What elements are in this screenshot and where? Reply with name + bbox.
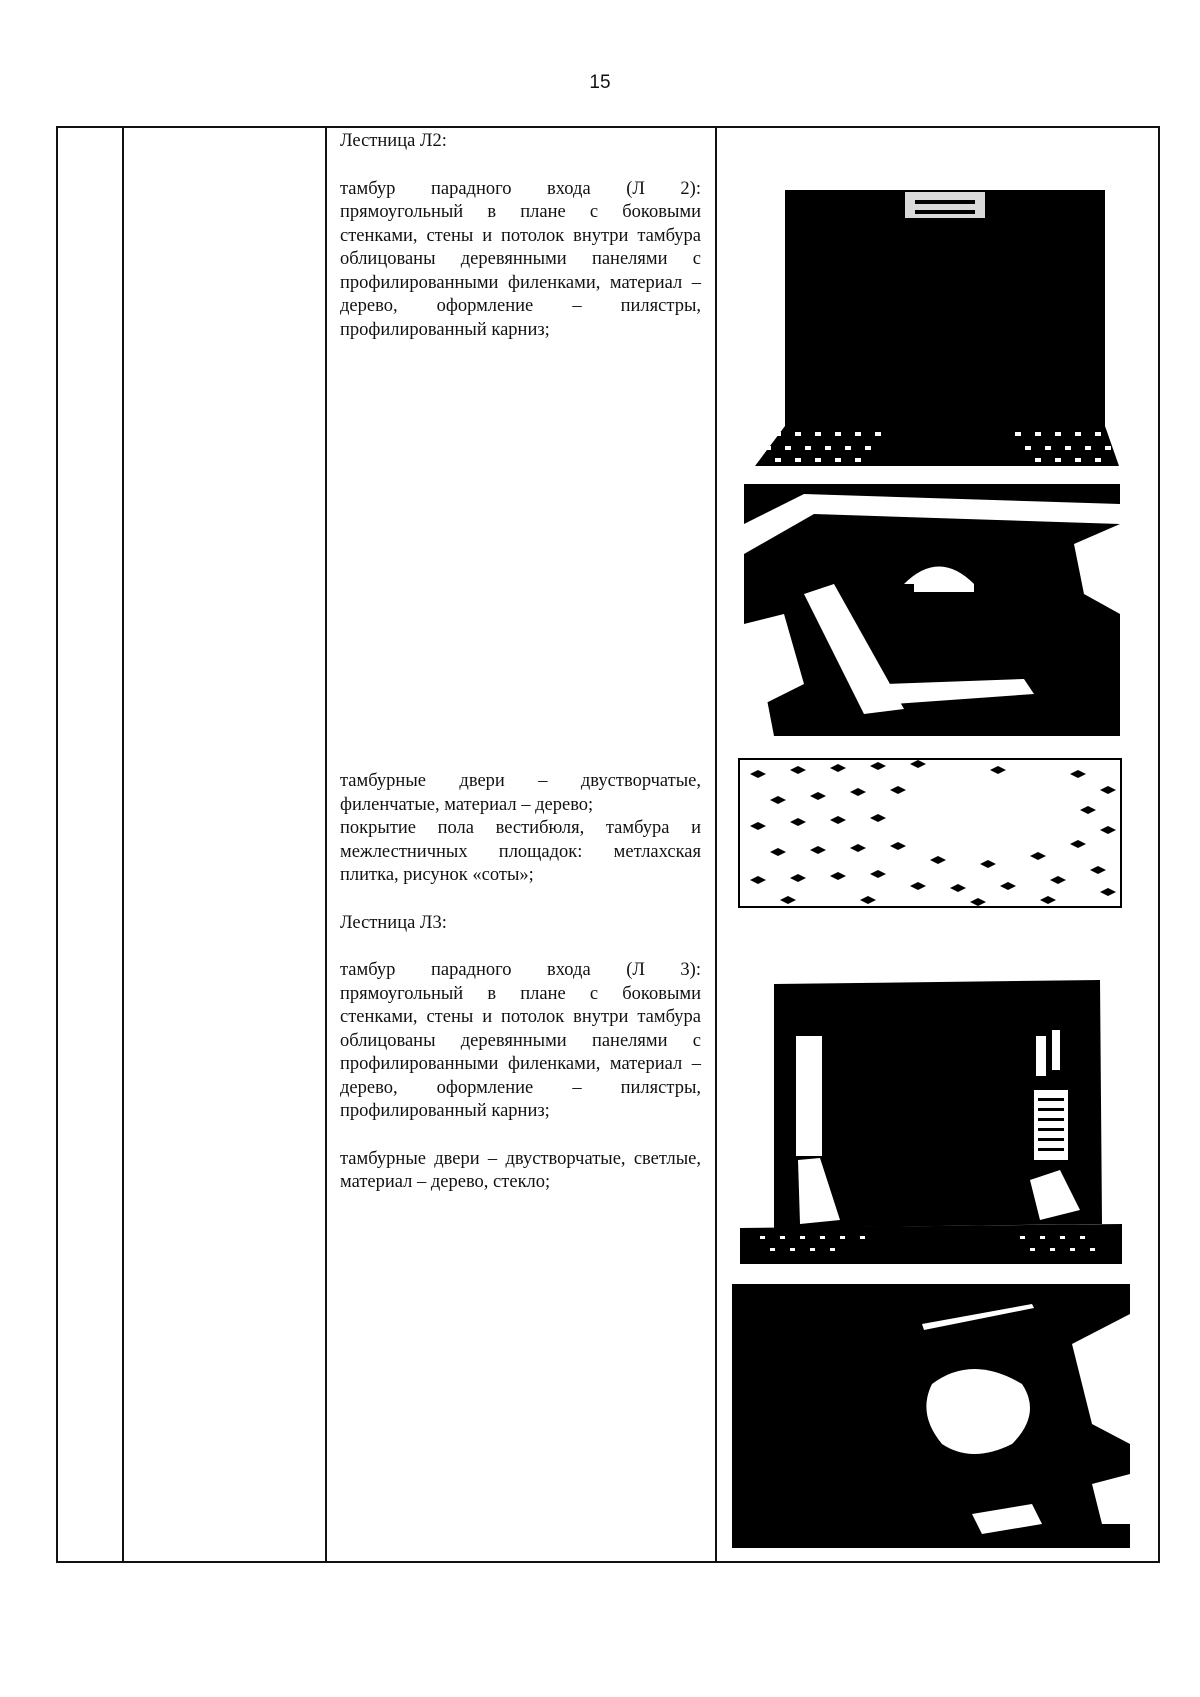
stair-l2-floor-text: покрытие пола вестибюля, тамбура и межлестничных площадок: метлахская плитка, рисунок «соты»;	[340, 818, 701, 885]
column-divider-3	[715, 128, 717, 1561]
page-number: 15	[589, 72, 611, 93]
stair-l3-doors-text: тамбурные двери – двустворчатые, светлые, материал – дерево, стекло;	[340, 1148, 701, 1192]
photo-l2-floor-tiles	[738, 758, 1122, 908]
photo-l2-vestibule	[755, 170, 1119, 466]
stair-l2-heading: Лестница Л2:	[340, 131, 447, 151]
photo-l3-vestibule	[740, 980, 1122, 1264]
stair-l2-doors-block	[340, 770, 701, 1195]
photo-l3-ceiling	[732, 1284, 1130, 1548]
stair-l3-heading: Лестница Л3:	[340, 912, 447, 933]
photo-l2-ceiling	[744, 484, 1120, 736]
stair-l2-vestibule-text: тамбур парадного входа (Л 2): прямоугольный в плане с боковыми стенками, стены и потолок внутри тамбура облицованы деревянными панелями с профилированными филенками, материал – дерево, оформление – пилястры, профилированный карниз;	[340, 178, 701, 340]
column-divider-1	[122, 128, 124, 1561]
stair-l2-block	[340, 130, 701, 342]
stair-l3-vestibule-text: тамбур парадного входа (Л 3): прямоугольный в плане с боковыми стенками, стены и потолок внутри тамбура облицованы деревянными панелями с профилированными филенками, материал – дерево, оформление – пилястры, профилированный карниз;	[340, 960, 701, 1121]
column-divider-2	[325, 128, 327, 1561]
stair-l2-doors-text: тамбурные двери – двустворчатые, филенчатые, материал – дерево;	[340, 771, 701, 815]
